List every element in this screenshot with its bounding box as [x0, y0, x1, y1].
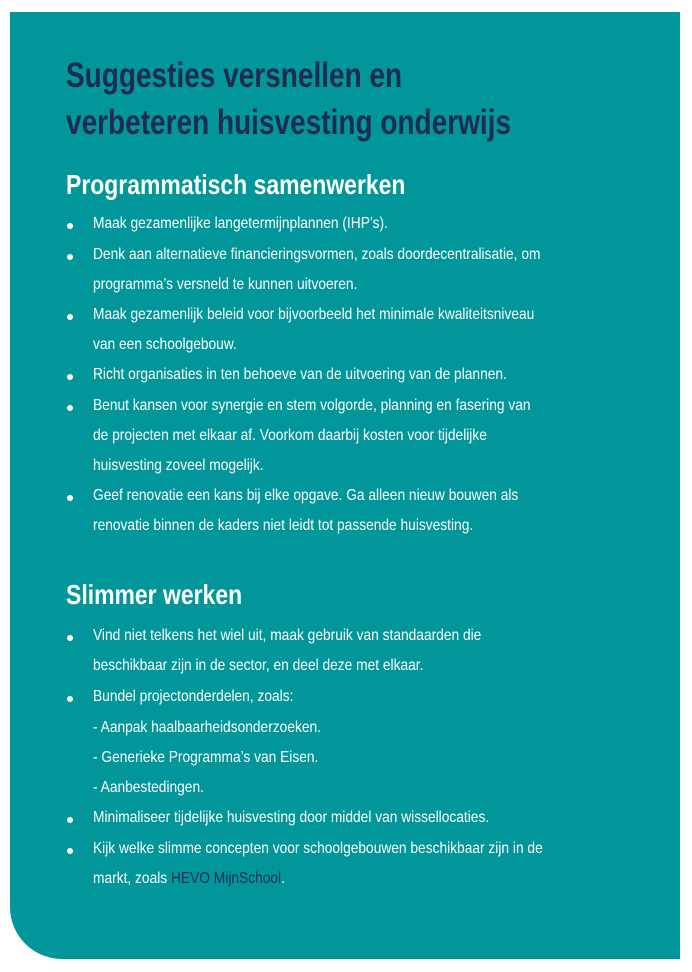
list-item: Richt organisaties in ten behoeve van de uitvoering van de plannen.	[93, 366, 507, 383]
list-item: Benut kansen voor synergie en stem volgorde, planning en fasering van	[93, 397, 531, 414]
list-item-continuation: programma’s versneld te kunnen uitvoeren.	[93, 276, 358, 293]
page-title-line-1: Suggesties versnellen en	[66, 56, 403, 95]
bullet-icon	[67, 495, 73, 501]
bullet-icon	[67, 848, 73, 854]
bullet-icon	[67, 405, 73, 411]
list-item-continuation	[93, 870, 285, 888]
list-item: Maak gezamenlijke langetermijnplannen (IHP’s).	[93, 215, 388, 232]
list-item: Denk aan alternatieve financieringsvormen, zoals doordecentralisatie, om	[93, 246, 541, 263]
content-panel	[10, 12, 680, 959]
list-item-continuation: beschikbaar zijn in de sector, en deel deze met elkaar.	[93, 657, 424, 674]
sub-list-item: - Generieke Programma’s van Eisen.	[93, 749, 319, 766]
list-item-continuation: renovatie binnen de kaders niet leidt tot passende huisvesting.	[93, 517, 474, 534]
section-heading-slimmer-werken: Slimmer werken	[66, 579, 243, 610]
list-item: Vind niet telkens het wiel uit, maak gebruik van standaarden die	[93, 627, 482, 644]
sub-list-item: - Aanpak haalbaarheidsonderzoeken.	[93, 719, 321, 736]
list-item-continuation: van een schoolgebouw.	[93, 336, 237, 353]
section-heading-programmatisch: Programmatisch samenwerken	[66, 169, 406, 200]
bullet-icon	[67, 635, 73, 641]
list-item: Minimaliseer tijdelijke huisvesting door middel van wissellocaties.	[93, 809, 490, 826]
bullet-icon	[67, 817, 73, 823]
list-item: Kijk welke slimme concepten voor schoolgebouwen beschikbaar zijn in de	[93, 840, 543, 857]
sub-list-item: - Aanbestedingen.	[93, 779, 204, 796]
list-item: Maak gezamenlijk beleid voor bijvoorbeeld het minimale kwaliteitsniveau	[93, 306, 535, 323]
bullet-icon	[67, 254, 73, 260]
list-item: Geef renovatie een kans bij elke opgave. Ga alleen nieuw bouwen als	[93, 487, 519, 504]
list-item-continuation: huisvesting zoveel mogelijk.	[93, 457, 264, 474]
list-item-continuation: de projecten met elkaar af. Voorkom daarbij kosten voor tijdelijke	[93, 427, 487, 444]
page-title-line-2: verbeteren huisvesting onderwijs	[66, 103, 512, 142]
list-item-text: .	[281, 870, 285, 887]
bullet-icon	[67, 314, 73, 320]
bullet-icon	[67, 696, 73, 702]
list-item: Bundel projectonderdelen, zoals:	[93, 688, 294, 705]
bullet-icon	[67, 223, 73, 229]
list-item-text: markt, zoals	[93, 870, 171, 887]
hevo-mijnschool-link[interactable]: HEVO MijnSchool	[170, 870, 282, 887]
bullet-icon	[67, 374, 73, 380]
